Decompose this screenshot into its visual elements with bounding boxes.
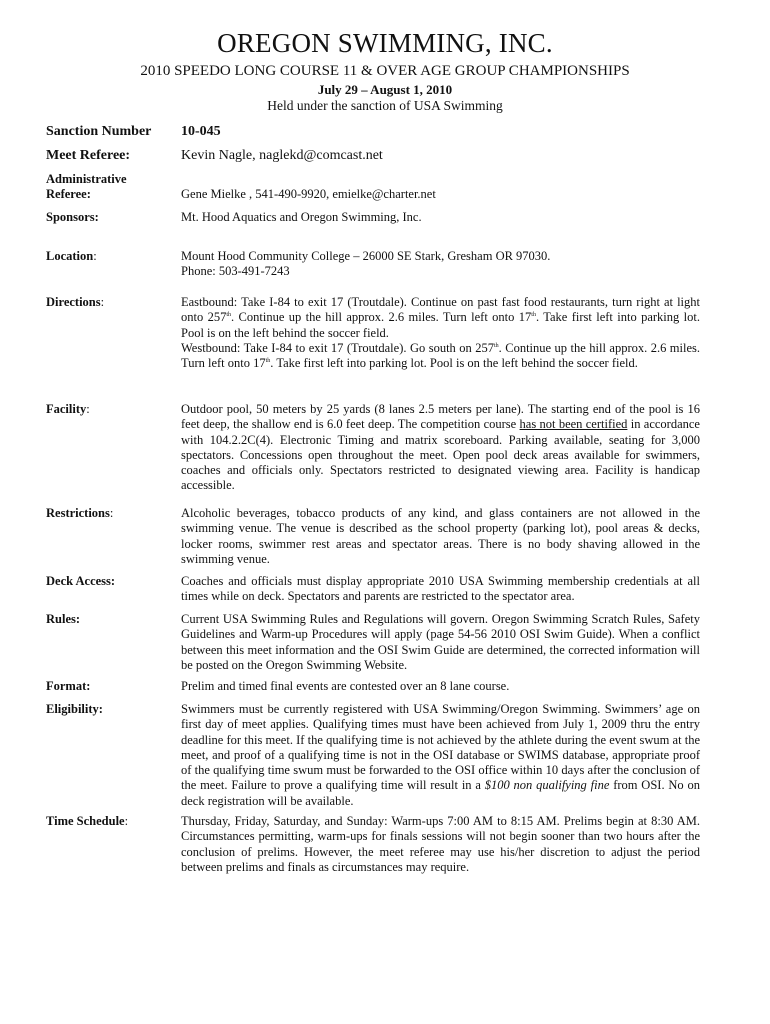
non-qualifying-fine: $100 non qualifying fine <box>484 778 610 793</box>
meet-referee-value: Kevin Nagle, naglekd@comcast.net <box>181 148 383 163</box>
restrictions-label-text: Restrictions <box>46 506 110 520</box>
directions-westbound: Westbound: Take I-84 to exit 17 (Troutdale). Go south on 257th. Continue up the hill approx. 2.6 miles. Turn left onto 17th. Take first left into parking lot. Pool is on the left behind the soccer field. <box>181 340 700 371</box>
event-title: 2010 SPEEDO LONG COURSE 11 & OVER AGE GROUP CHAMPIONSHIPS <box>140 63 630 79</box>
sanction-label: Sanction Number <box>46 124 152 139</box>
deck-access-label: Deck Access: <box>46 574 116 588</box>
time-schedule-value: Thursday, Friday, Saturday, and Sunday: Warm-ups 7:00 AM to 8:15 AM. Prelims begin at 8:30 AM. Circumstances permitting, warm-ups for finals sessions will not begin sooner than two hours after the conclusion of prelims. However, the meet referee may use his/her discretion to adjust the period between prelims and finals as circumstances may require. <box>181 814 700 874</box>
meet-dates: July 29 – August 1, 2010 <box>317 82 453 97</box>
facility-value: Outdoor pool, 50 meters by 25 yards (8 lanes 2.5 meters per lane). The starting end of the pool is 16 feet deep, the shallow end is 6.0 feet deep. The competition course has not been certified in accordance with 104.2.2C(4). Electronic Timing and matrix scoreboard. Parking available, seating for 3,000 spectators. Concessions open throughout the meet. Open pool deck areas available for swimmers, coaches and officials only. Spectators restricted to designated viewing area. Facility is handicap accessible. <box>181 402 700 493</box>
admin-referee-label <box>46 172 176 202</box>
directions-label-text: Directions <box>46 295 101 309</box>
location-address: Mount Hood Community College – 26000 SE Stark, Gresham OR 97030. <box>181 249 551 263</box>
directions-value <box>181 295 700 371</box>
location-label: Location: <box>46 249 97 263</box>
location-label-text: Location <box>46 249 94 263</box>
rules-label: Rules: <box>46 612 81 626</box>
rules-value: Current USA Swimming Rules and Regulations will govern. Oregon Swimming Scratch Rules, Safety Guidelines and Warm-up Procedures will apply (page 54-56 2010 OSI Swim Guide). When a conflict between this meet information and the OSI Swim Guide are determined, the corrected information will be posted on the Oregon Swimming Website. <box>181 612 700 672</box>
facility-label-text: Facility <box>46 402 87 416</box>
admin-referee-label-line1: Administrative <box>46 172 127 186</box>
location-phone: Phone: 503-491-7243 <box>181 264 290 279</box>
org-title: OREGON SWIMMING, INC. <box>217 28 553 58</box>
facility-label: Facility: <box>46 402 90 416</box>
eligibility-value: Swimmers must be currently registered with USA Swimming/Oregon Swimming. Swimmers’ age on first day of meet applies. Qualifying times must have been achieved from July 1, 2009 thru the entry deadline for this meet. If the qualifying time is not achieved by the athlete during the event swum at the meet, and proof of a qualifying time is not in the OSI database or SWIMS database, appropriate proof of the qualifying time swum must be forwarded to the OSI office within 10 days after the conclusion of the meet. Failure to prove a qualifying time will result in a $100 non qualifying fine from OSI. No on deck registration will be available. <box>181 702 700 808</box>
directions-eastbound: Eastbound: Take I-84 to exit 17 (Troutdale). Continue on past fast food restaurants, turn right at light onto 257th. Continue up the hill approx. 2.6 miles. Turn left onto 17th. Take first left into parking lot. Pool is on the left behind the soccer field. <box>181 295 700 340</box>
restrictions-value: Alcoholic beverages, tobacco products of any kind, and glass containers are not allowed in the swimming venue. The venue is described as the school property (parking lot), pool areas & decks, locker rooms, swimmer rest areas and spectator areas. There is no body shaving allowed in the swimming venue. <box>181 506 700 566</box>
time-schedule-label-text: Time Schedule <box>46 814 125 828</box>
format-value: Prelim and timed final events are contested over an 8 lane course. <box>181 679 510 693</box>
format-label: Format: <box>46 679 91 693</box>
sanction-statement: Held under the sanction of USA Swimming <box>267 98 503 113</box>
sponsors-value: Mt. Hood Aquatics and Oregon Swimming, Inc. <box>181 210 422 224</box>
restrictions-label: Restrictions: <box>46 506 114 520</box>
sponsors-label: Sponsors: <box>46 210 99 224</box>
sanction-value: 10-045 <box>181 124 221 139</box>
admin-referee-value: Gene Mielke , 541-490-9920, emielke@charter.net <box>181 187 436 201</box>
deck-access-value: Coaches and officials must display appropriate 2010 USA Swimming membership credentials at all times while on deck. Spectators and parents are restricted to the spectator area. <box>181 574 700 604</box>
directions-label: Directions: <box>46 295 105 309</box>
time-schedule-label: Time Schedule: <box>46 814 129 828</box>
admin-referee-label-line2: Referee: <box>46 187 91 201</box>
eligibility-label: Eligibility: <box>46 702 103 716</box>
not-certified-note: has not been certified <box>519 417 628 432</box>
location-value <box>181 249 700 280</box>
meet-referee-label: Meet Referee: <box>46 148 131 163</box>
